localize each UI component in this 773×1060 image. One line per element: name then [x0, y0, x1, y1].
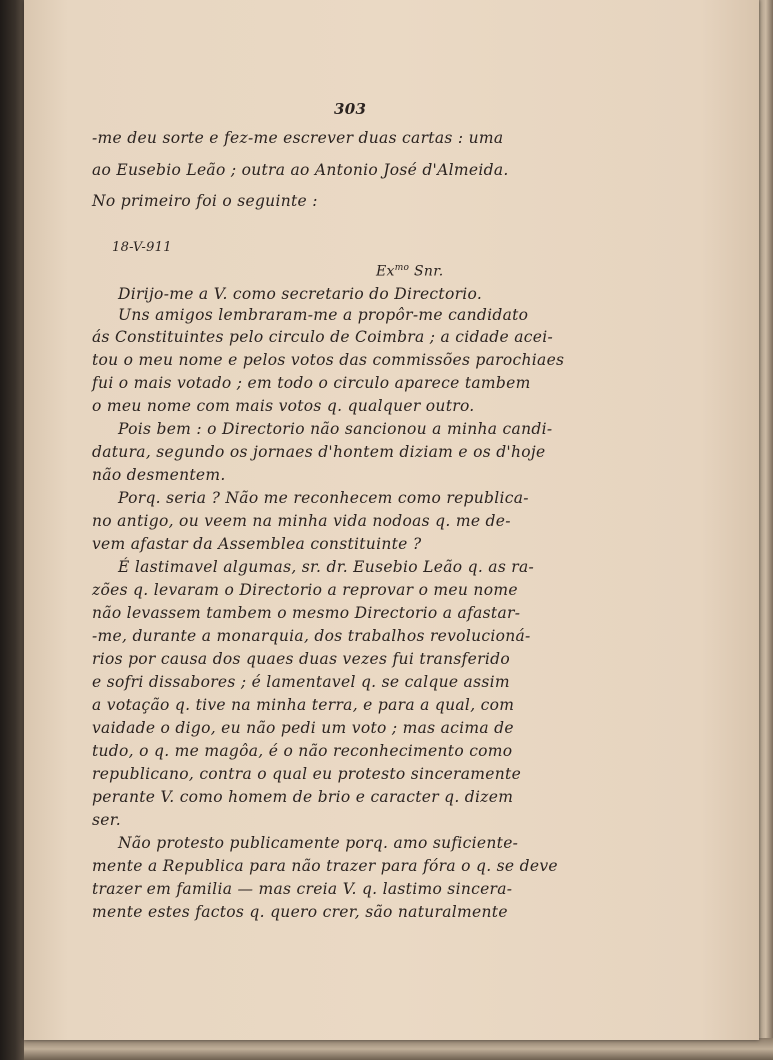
manuscript-page — [24, 0, 759, 1040]
letter-line: Não protesto publicamente porq. amo suficiente- — [118, 834, 519, 852]
letter-line: a votação q. tive na minha terra, e para a qual, com — [92, 696, 515, 714]
intro-line: No primeiro foi o seguinte : — [92, 192, 318, 210]
letter-line: vem afastar da Assemblea constituinte ? — [92, 535, 422, 553]
letter-date: 18-V-911 — [112, 240, 172, 255]
intro-line: ao Eusebio Leão ; outra ao Antonio José d'Almeida. — [92, 161, 509, 179]
letter-line: não levassem tambem o mesmo Directorio a afastar- — [92, 604, 521, 622]
letter-line: fui o mais votado ; em todo o circulo aparece tambem — [92, 374, 531, 392]
letter-line: Dirijo-me a V. como secretario do Directorio. — [118, 285, 483, 303]
letter-line: trazer em familia — mas creia V. q. lastimo sincera- — [92, 880, 513, 898]
letter-line: não desmentem. — [92, 466, 226, 484]
letter-line: perante V. como homem de brio e caracter q. dizem — [92, 788, 514, 806]
page-number: 303 — [334, 100, 367, 118]
letter-line: zões q. levaram o Directorio a reprovar o meu nome — [92, 581, 518, 599]
letter-line: no antigo, ou veem na minha vida nodoas q. me de- — [92, 512, 511, 530]
letter-line: vaidade o digo, eu não pedi um voto ; mas acima de — [92, 719, 514, 737]
letter-line: É lastimavel algumas, sr. dr. Eusebio Leão q. as ra- — [118, 558, 535, 576]
letter-salutation: $Ex^{mo}$ Snr. — [376, 263, 444, 280]
intro-line: -me deu sorte e fez-me escrever duas cartas : uma — [92, 129, 504, 147]
letter-line: mente a Republica para não trazer para fóra o q. se deve — [92, 857, 558, 875]
letter-line: Pois bem : o Directorio não sancionou a minha candi- — [118, 420, 553, 438]
letter-line: -me, durante a monarquia, dos trabalhos revolucioná- — [92, 627, 531, 645]
letter-line: datura, segundo os jornaes d'hontem diziam e os d'hoje — [92, 443, 546, 461]
letter-line: e sofri dissabores ; é lamentavel q. se calque assim — [92, 673, 510, 691]
letter-line: ser. — [92, 811, 121, 829]
page-stack-edge-bottom — [24, 1038, 773, 1060]
letter-line: rios por causa dos quaes duas vezes fui transferido — [92, 650, 510, 668]
letter-line: o meu nome com mais votos q. qualquer outro. — [92, 397, 475, 415]
letter-line: Porq. seria ? Não me reconhecem como republica- — [118, 489, 529, 507]
letter-line: republicano, contra o qual eu protesto sinceramente — [92, 765, 522, 783]
letter-line: tudo, o q. me magôa, é o não reconhecimento como — [92, 742, 513, 760]
letter-line: mente estes factos q. quero crer, são naturalmente — [92, 903, 508, 921]
letter-line: tou o meu nome e pelos votos das commissões parochiaes — [92, 351, 565, 369]
letter-line: Uns amigos lembraram-me a propôr-me candidato — [118, 306, 529, 324]
letter-line: ás Constituintes pelo circulo de Coimbra ; a cidade acei- — [92, 328, 554, 346]
